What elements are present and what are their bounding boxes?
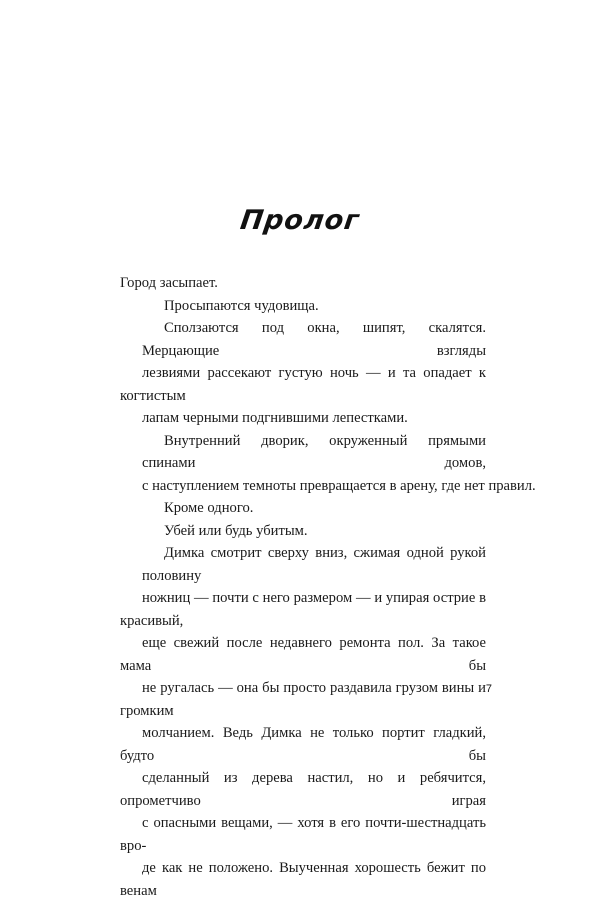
text-line: Убей или будь убитым. <box>164 522 308 539</box>
text-line: Кроме одного. <box>164 500 254 516</box>
text-line: Димка смотрит сверху вниз, сжимая одной рукой половину <box>142 545 486 584</box>
paragraph <box>120 497 486 520</box>
text-line: Просыпаются чудовища. <box>164 297 319 314</box>
text-line: еще свежий после недавнего ремонта пол. За такое мама бы <box>120 635 486 674</box>
page-number: 7 <box>485 683 492 695</box>
text-line: Город засыпает. <box>120 275 218 291</box>
body-text <box>120 272 536 902</box>
text-line: ножниц — почти с него размером — и упирая острие в красивый, <box>120 590 486 629</box>
text-line: Сползаются под окна, шипят, скалятся. Мерцающие взгляды <box>142 320 486 359</box>
text-line: сделанный из дерева настил, но и ребячится, опрометчиво играя <box>120 770 486 809</box>
text-line: лезвиями рассекают густую ночь — и та опадает к когтистым <box>120 365 486 404</box>
paragraph <box>120 317 486 430</box>
text-line: не ругалась — она бы просто раздавила грузом вины и громким <box>120 680 486 719</box>
paragraph <box>120 542 486 902</box>
text-line: де как не положено. Выученная хорошесть бежит по венам <box>120 860 486 899</box>
paragraph <box>120 295 486 318</box>
paragraph <box>120 272 486 295</box>
chapter-title: Пролог <box>238 205 362 236</box>
paragraph <box>120 520 486 543</box>
text-line: молчанием. Ведь Димка не только портит гладкий, будто бы <box>120 725 486 764</box>
text-line: лапам черными подгнившими лепестками. <box>142 410 408 426</box>
text-line: с опасными вещами, — хотя в его почти-шестнадцать вро- <box>120 815 486 854</box>
text-line: с наступлением темноты превращается в арену, где нет правил. <box>142 477 536 494</box>
paragraph <box>120 430 536 498</box>
text-line: Внутренний дворик, окруженный прямыми спинами домов, <box>142 432 486 471</box>
